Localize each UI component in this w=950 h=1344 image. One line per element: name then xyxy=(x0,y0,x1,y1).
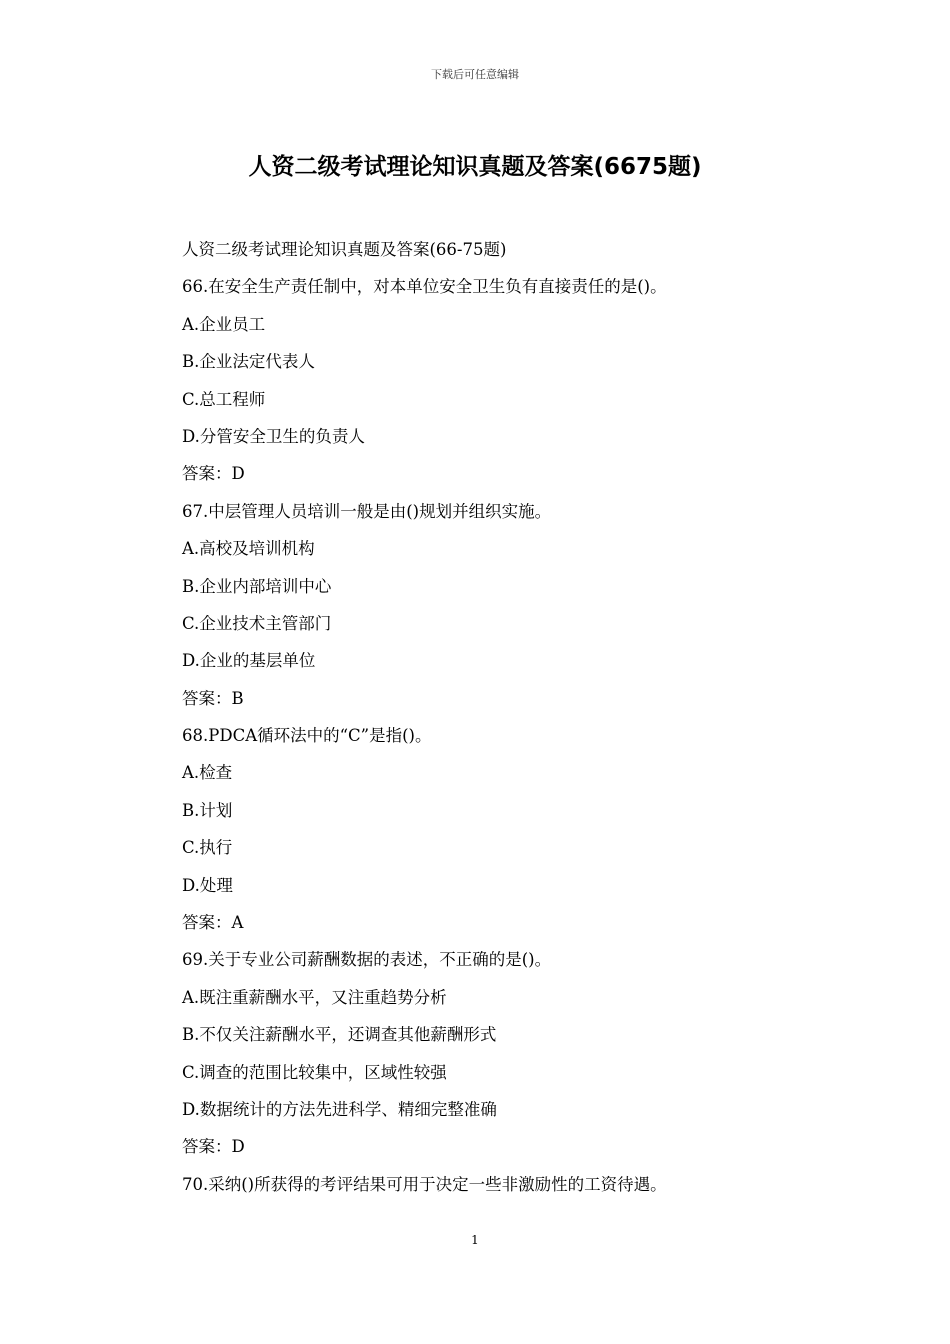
question-text: 67.中层管理人员培训一般是由()规划并组织实施。 xyxy=(182,501,552,521)
document-title: 人资二级考试理论知识真题及答案(6675题) xyxy=(248,154,702,180)
option-text: C.执行 xyxy=(182,838,233,858)
option-text: D.分管安全卫生的负责人 xyxy=(182,426,365,446)
answer-text: 答案：B xyxy=(182,688,244,708)
option-text: C.总工程师 xyxy=(182,389,266,409)
header-note: 下载后可任意编辑 xyxy=(431,68,519,81)
section-heading: 人资二级考试理论知识真题及答案(66-75题) xyxy=(182,240,507,259)
answer-text: 答案：D xyxy=(182,1137,245,1157)
question-text: 70.采纳()所获得的考评结果可用于决定一些非激励性的工资待遇。 xyxy=(182,1174,667,1194)
option-text: A.企业员工 xyxy=(182,314,266,334)
question-text: 69.关于专业公司薪酬数据的表述，不正确的是()。 xyxy=(182,950,552,970)
page-number: 1 xyxy=(471,1233,479,1247)
question-text: 66.在安全生产责任制中，对本单位安全卫生负有直接责任的是()。 xyxy=(182,277,667,297)
option-text: C.企业技术主管部门 xyxy=(182,613,332,633)
option-text: C.调查的范围比较集中，区域性较强 xyxy=(182,1062,447,1082)
question-text: 68.PDCA循环法中的“C”是指()。 xyxy=(182,726,432,746)
option-text: D.处理 xyxy=(182,875,233,895)
option-text: D.企业的基层单位 xyxy=(182,651,316,671)
option-text: D.数据统计的方法先进科学、精细完整准确 xyxy=(182,1099,497,1119)
answer-text: 答案：D xyxy=(182,464,245,484)
answer-text: 答案：A xyxy=(182,913,244,933)
option-text: A.检查 xyxy=(182,763,233,783)
option-text: B.计划 xyxy=(182,800,233,820)
option-text: B.不仅关注薪酬水平，还调查其他薪酬形式 xyxy=(182,1025,497,1045)
option-text: B.企业法定代表人 xyxy=(182,352,315,372)
option-text: A.既注重薪酬水平，又注重趋势分析 xyxy=(182,987,447,1007)
question-list xyxy=(182,231,822,1203)
option-text: A.高校及培训机构 xyxy=(182,539,315,559)
option-text: B.企业内部培训中心 xyxy=(182,576,332,596)
